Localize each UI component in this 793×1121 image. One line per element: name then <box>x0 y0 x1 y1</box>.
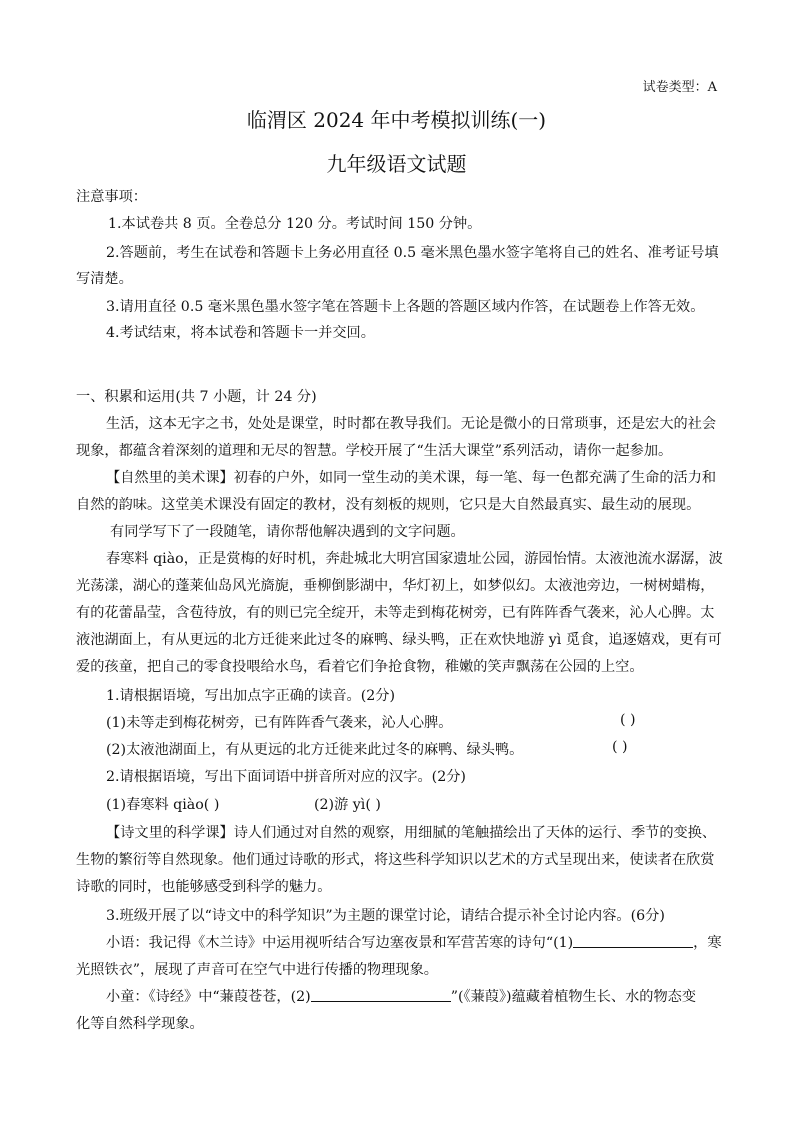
exam-title: 临渭区 2024 年中考模拟训练(一) <box>246 108 547 132</box>
note-2-cont: 写清楚。 <box>76 271 133 287</box>
question-3-answer-a-line-1 <box>106 932 722 952</box>
answer-blank-1-2[interactable]: ( ) <box>612 739 628 755</box>
essay-line-5: 爱的孩童，把自己的零食投喂给水鸟，看着它们争抢食物，稚嫩的笑声飘荡在公园的上空。 <box>76 659 644 675</box>
note-3: 3.请用直径 0.5 毫米黑色墨水签字笔在答题卡上各题的答题区域内作答，在试题卷上作答无效。 <box>106 299 705 315</box>
essay-line-2: 光荡漾，湖心的蓬莱仙岛风光旖旎，垂柳倒影湖中，华灯初上，如梦似幻。太液池旁边，一树树蜡梅， <box>76 578 715 594</box>
notes-heading: 注意事项： <box>76 189 147 205</box>
note-2: 2.答题前，考生在试卷和答题卡上务必用直径 0.5 毫米黑色墨水签字笔将自己的姓名、准考证号填 <box>106 245 719 261</box>
question-3-answer-b-line-2: 化等自然科学现象。 <box>76 1016 204 1032</box>
art-class-paragraph-line-2: 自然的韵味。这堂美术课没有固定的教材，没有刻板的规则，它只是大自然最真实、最生动的展现。 <box>76 497 701 513</box>
question-2-item-1[interactable]: (1)春寒料 qiào( ) <box>106 797 220 813</box>
paper-type-label: 试卷类型：A <box>642 80 717 95</box>
question-3-answer-a-line-2: 光照铁衣”，展现了声音可在空气中进行传播的物理现象。 <box>76 962 438 978</box>
essay-line-1: 春寒料 qiào，正是赏梅的好时机，奔赴城北大明宫国家遗址公园，游园怡情。太液池流水潺潺，波 <box>106 551 723 567</box>
essay-line-3: 有的花蕾晶莹，含苞待放，有的则已完全绽开，未等走到梅花树旁，已有阵阵香气袭来，沁人心脾。太 <box>76 605 715 621</box>
instruction-line: 有同学写下了一段随笔，请你帮他解决遇到的文字问题。 <box>110 524 465 540</box>
science-class-paragraph-line-2: 生物的繁衍等自然现象。他们通过诗歌的形式，将这些科学知识以艺术的方式呈现出来，使读者在欣赏 <box>76 852 715 868</box>
question-3-answer-b-line-1 <box>106 986 696 1006</box>
science-class-paragraph-line-1: 【诗文里的科学课】诗人们通过对自然的观察，用细腻的笔触描绘出了天体的运行、季节的变换、 <box>106 825 717 841</box>
question-1: 1.请根据语境，写出加点字正确的读音。(2分) <box>106 688 396 704</box>
question-3-answer-a-suffix: ，寒 <box>693 935 722 951</box>
science-class-paragraph-line-3: 诗歌的同时，也能够感受到科学的魅力。 <box>76 879 332 895</box>
question-1-item-1: (1)未等走到梅花树旁，已有阵阵香气袭来，沁人心脾。 <box>106 715 453 731</box>
answer-blank-3-1[interactable] <box>573 933 693 948</box>
question-1-item-2: (2)太液池湖面上，有从更远的北方迁徙来此过冬的麻鸭、绿头鸭。 <box>106 742 524 758</box>
intro-paragraph-line-2: 现象，都蕴含着深刻的道理和无尽的智慧。学校开展了“生活大课堂”系列活动，请你一起参加。 <box>76 443 673 459</box>
section-heading: 一、积累和运用(共 7 小题，计 24 分) <box>76 389 317 405</box>
note-1: 1.本试卷共 8 页。全卷总分 120 分。考试时间 150 分钟。 <box>108 216 482 232</box>
intro-paragraph-line-1: 生活，这本无字之书，处处是课堂，时时都在教导我们。无论是微小的日常琐事，还是宏大的社会 <box>106 416 717 432</box>
note-4: 4.考试结束，将本试卷和答题卡一并交回。 <box>106 325 375 341</box>
question-2: 2.请根据语境，写出下面词语中拼音所对应的汉字。(2分) <box>106 769 466 785</box>
art-class-paragraph-line-1: 【自然里的美术课】初春的户外，如同一堂生动的美术课，每一笔、每一色都充满了生命的活力和 <box>106 470 717 486</box>
question-3-answer-b-suffix: ”(《蒹葭》)蕴藏着植物生长、水的物态变 <box>450 989 697 1005</box>
essay-line-4: 液池湖面上，有从更远的北方迁徙来此过冬的麻鸭、绿头鸭，正在欢快地游 yì 觅食，追逐嬉戏，更有可 <box>76 632 722 648</box>
question-3-answer-b-prefix: 小童：《诗经》中“蒹葭苍苍，(2) <box>106 989 311 1005</box>
exam-subtitle: 九年级语文试题 <box>326 152 467 176</box>
question-3-answer-a-prefix: 小语：我记得《木兰诗》中运用视听结合写边塞夜景和军营苦寒的诗句“(1) <box>106 935 574 951</box>
answer-blank-3-2[interactable] <box>311 987 451 1002</box>
question-3: 3.班级开展了以“诗文中的科学知识”为主题的课堂讨论，请结合提示补全讨论内容。(6分) <box>106 908 665 924</box>
answer-blank-1-1[interactable]: ( ) <box>620 712 636 728</box>
question-2-item-2[interactable]: (2)游 yì( ) <box>314 797 381 813</box>
